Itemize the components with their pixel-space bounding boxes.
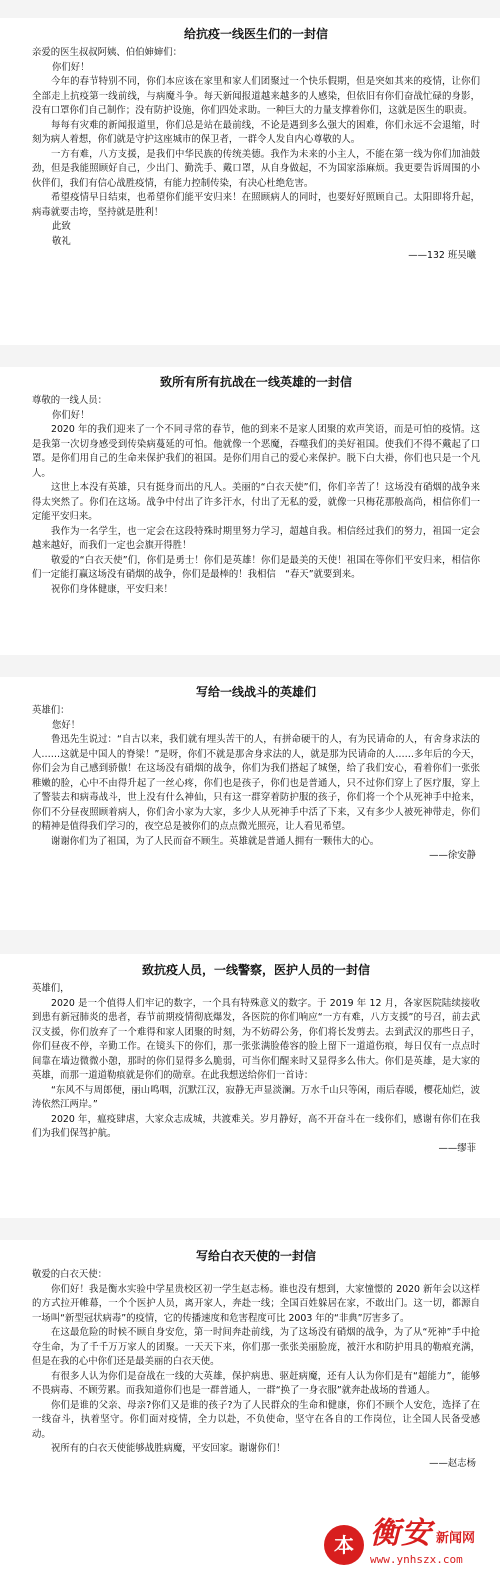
salutation: 英雄们：	[32, 705, 70, 716]
letter-2	[32, 372, 480, 597]
paragraph: 每每有灾难的新闻报道里，你们总是站在最前线，不论是遇到多么强大的困难，你们永远不会退缩，时刻为病人着想，你们就是守护这座城市的保卫者，一群令人发自内心尊敬的人。	[32, 119, 480, 145]
paragraph: 2020 年的我们迎来了一个不同寻常的春节，他的到来不是家人团聚的欢声笑语，而是可怕的疫情。这是我第一次切身感受到传染病蔓延的可怕。他就像一个恶魔，吞噬我们的美好祖国。使我们不得不戴起了口罩。是你们用自己的生命来保护我们的祖国。是你们用自己的爱心来保护。脱下白大褂，你们也只是一个凡人。	[32, 424, 480, 479]
paragraph: 一方有难，八方支援，是我们中华民族的传统美德。我作为未来的小主人，不能在第一线为你们加油鼓劲，但是我能照顾好自己，少出门、勤洗手、戴口罩，从自身做起，不为国家添麻烦。我更要告诉周围的小伙伴们，我们有信心战胜疫情，有能力控制传染，有决心杜绝危害。	[32, 148, 480, 189]
letter-title: 致所有所有抗战在一线英雄的一封信	[159, 375, 352, 389]
letter-title: 写给一线战斗的英雄们	[195, 685, 316, 699]
paragraph: 在这最危险的时候不顾自身安危，第一时间奔赴前线，为了这场没有硝烟的战争，为了从“死神”手中抢夺生命，为了千千万万家人的团聚。一天天下来，你们那一张张美丽脸庞，被汗水和防护用具的勒痕充满，但是在我的心中你们还是最美丽的白衣天使。	[32, 1327, 480, 1367]
page-gap	[0, 930, 500, 954]
paragraph: 祝你们身体健康，平安归来！	[51, 583, 173, 595]
letter-title: 写给白衣天使的一封信	[195, 1249, 316, 1263]
page-gap	[0, 345, 500, 367]
greeting: 您好！	[52, 719, 81, 731]
paragraph: 有很多人认为你们是奋战在一线的大英雄，保护病患、驱赶病魔，还有人认为你们是有“超能力”，能够不畏病毒、不顾劳累。而我知道你们也是一群普通人，一群“换了一身衣服”就奔赴战场的普通人。	[32, 1370, 480, 1396]
paragraph: 谢谢你们为了祖国，为了人民而奋不顾生。英雄就是普通人拥有一颗伟大的心。	[51, 835, 380, 847]
page-gap	[0, 1218, 500, 1240]
greeting: 你们好！	[52, 409, 90, 421]
closing-line: 敬礼	[52, 235, 71, 247]
letter-title: 给抗疫一线医生们的一封信	[183, 27, 328, 41]
watermark-subtitle: 新闻网	[436, 1531, 476, 1546]
watermark-logo-icon: 本	[324, 1525, 364, 1565]
page-gap	[0, 655, 500, 677]
watermark-url: www.ynhszx.com	[370, 1553, 463, 1566]
paragraph: 你们是谁的父亲、母亲?你们又是谁的孩子?为了人民群众的生命和健康，你们不顾个人安危，选择了在一线奋斗，执着坚守。你们面对疫情，全力以赴，不负使命，坚守在各自的工作岗位，让全国人民备受感动。	[32, 1399, 480, 1440]
salutation: 敬爱的白衣天使：	[32, 1269, 108, 1280]
salutation: 尊敬的一线人员：	[32, 395, 108, 406]
paragraph: 2020 是一个值得人们牢记的数字，一个具有特殊意义的数字。于 2019 年 12 月，各家医院陆续接收到患有新冠肺炎的患者，春节前期疫情彻底爆发，各医院的你们响应“一方有难，八方支援”的号召，前去武汉支援，你们放弃了一个难得和家人团聚的时刻，为不妨碍公务，你们将长发剪去。去到武汉的那些日子，你们昼夜不停，辛勤工作。在镜头下的你们，那一张张满脸倦容的脸上留下一道道伤痕，每日仅有一点点时间靠在墙边微微小憩，那时的你们显得多么脆弱，可当你们醒来时又显得多么伟大。你们是英雄，是大家的英雄，而那一道道勒痕就是你们的勋章。在此我想送给你们一首诗：	[32, 997, 480, 1081]
paragraph: 敬爱的“白衣天使”们，你们是勇士！你们是英雄！你们是最美的天使！祖国在等你们平安归来，相信你们一定能打赢这场没有硝烟的战争，你们是最棒的！我相信 “春天”就要到来。	[32, 554, 480, 580]
greeting: 你们好！	[52, 61, 90, 73]
letter-1	[32, 24, 480, 264]
signature: ——132 班吴曦	[408, 250, 476, 261]
signature: ——徐安静	[429, 850, 476, 861]
paragraph: 鲁迅先生说过：“自古以来，我们就有埋头苦干的人，有拼命硬干的人，有为民请命的人，有舍身求法的人……这就是中国人的脊梁！”是呀，你们不就是那舍身求法的人，就是那为民请命的人……多年后的今天，你们会为自己感到骄傲！在这场没有硝烟的战争，你们为我们搭起了城堡，给了我们安心，看着你们一张张稚嫩的脸，心中不由得升起了一丝心疼，你们也是孩子，你们也是普通人，只不过你们穿上了医疗服，穿上了警装去和病毒战斗，世上没有什么神仙，只有这一群穿着防护服的孩子，你们将一个个从死神手中抢来，你们不分昼夜照顾着病人，你们舍小家为大家，多少人从死神手中活了下来，又有多少人被死神带走，你们的精神是值得我们学习的，夜空总是被你们的点点微光照亮，让人看见希望。	[32, 734, 480, 832]
watermark-name: 衡安	[370, 1516, 432, 1551]
signature: ——缪菲	[438, 1142, 476, 1154]
salutation: 英雄们，	[32, 983, 70, 994]
letter-5	[32, 1246, 480, 1471]
paragraph: “东风不与周郎便，丽山鸣咽，沉默江汉，寂静无声显淡澜。万水千山只等闲，雨后春暖，樱花灿烂，波涛依然江两岸。”	[32, 1084, 480, 1110]
paragraph: 你们好！我是衡水实验中学星贵校区初一学生赵志杨。谁也没有想到，大家憧憬的 2020 新年会以这样的方式拉开帷幕，一个个医护人员，离开家人，奔赴一线；全国百姓躲居在家，不敢出门。这一切，都源自一场叫“新型冠状病毒”的疫情，它的传播速度和危害程度可比 2003 年的“非典”厉害多了。	[32, 1283, 480, 1324]
closing-line: 此致	[52, 221, 71, 232]
paragraph: 这世上本没有英雄，只有挺身而出的凡人。美丽的“白衣天使”们，你们辛苦了！这场没有硝烟的战争来得太突然了。你们在这场。战争中付出了许多汗水，付出了无私的爱，就像一只梅花那般高尚，相信你们一定能平安归来。	[32, 482, 480, 522]
paragraph: 我作为一名学生，也一定会在这段特殊时期里努力学习，超越自我。相信经过我们的努力，祖国一定会越来越好，而我们一定也会旗开得胜！	[32, 525, 480, 551]
paragraph: 希望疫情早日结束，也希望你们能平安归来！在照顾病人的同时，也要好好照顾自己。太阳即将升起，病毒就要击垮，坚持就是胜利！	[32, 192, 480, 218]
page-gap	[0, 0, 500, 18]
letter-3	[32, 682, 480, 864]
letter-title: 致抗疫人员，一线警察，医护人员的一封信	[141, 963, 370, 977]
signature: ——赵志杨	[429, 1457, 476, 1469]
paragraph: 祝所有的白衣天使能够战胜病魔，平安回家。谢谢你们！	[51, 1443, 286, 1454]
paragraph: 今年的春节特别不同，你们本应该在家里和家人们团聚过一个快乐假期，但是突如其来的疫情，让你们全部走上抗疫第一线前线，与病魔斗争。每天新闻报道越来越多的人感染，但依旧有你们奋战忙碌的身影，没有口罩你们自己制作；没有防护设施，你们四处求助。一种巨大的力量支撑着你们，这就是医生的职责。	[32, 76, 480, 116]
site-watermark	[324, 1511, 494, 1573]
letter-4	[32, 960, 480, 1156]
salutation: 亲爱的医生叔叔阿姨、伯伯婶婶们：	[32, 47, 183, 58]
paragraph: 2020 年，瘟疫肆虐，大家众志成城，共渡难关。岁月静好，高不开奋斗在一线你们，感谢有你们在我们为我们保驾护航。	[32, 1113, 480, 1139]
